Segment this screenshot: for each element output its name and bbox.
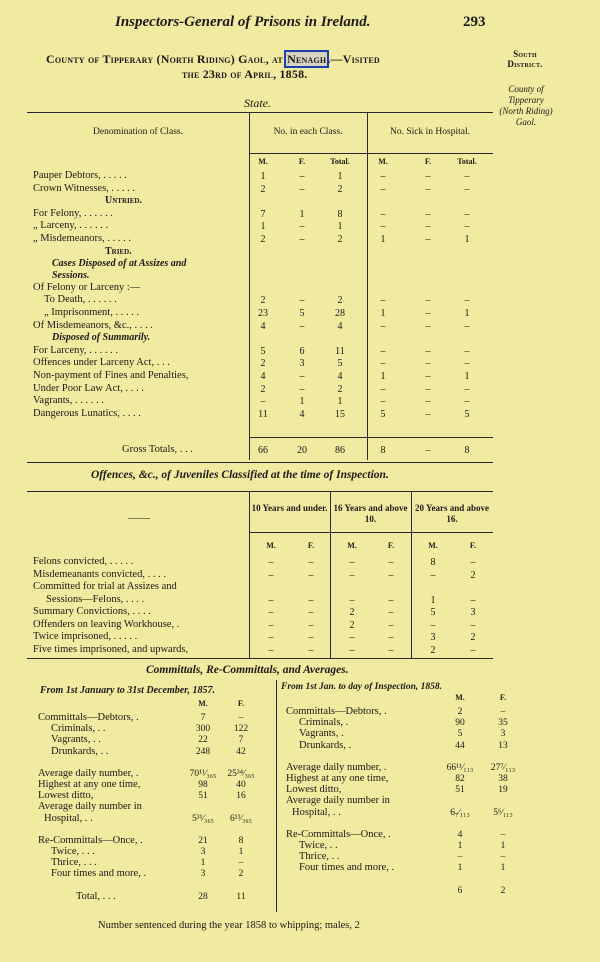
state-subheader: Total. — [330, 157, 350, 166]
committals-cell: 21 — [198, 835, 208, 846]
committals-cell: 1 — [500, 841, 506, 851]
juveniles-cell: – — [268, 632, 274, 643]
state-cell: 4 — [260, 371, 266, 382]
state-cell: – — [299, 171, 305, 182]
state-subheader: Total. — [457, 157, 477, 166]
highlighted-place: Nenagh — [287, 52, 327, 66]
state-cell: – — [464, 208, 470, 220]
committals-cell: 5 — [457, 729, 463, 740]
state-cell: – — [425, 295, 431, 307]
juveniles-row-label: Offenders on leaving Workhouse, . — [33, 618, 180, 630]
juveniles-cell: – — [388, 569, 394, 581]
committals-cell: 7 — [238, 735, 244, 746]
state-cell: – — [299, 320, 305, 332]
committals-cell: 38 — [498, 774, 508, 784]
committals-subheader: M. — [455, 693, 465, 702]
juveniles-cell: – — [268, 557, 274, 568]
juveniles-cell: – — [349, 594, 355, 606]
juveniles-cell: 2 — [349, 607, 355, 618]
state-cell: 23 — [258, 308, 268, 319]
committals-cell: 6₇⁄₁₁₃ — [450, 807, 470, 818]
committals-cell: 2 — [457, 707, 463, 717]
committals-cell: – — [500, 707, 506, 717]
committals-row-label: Thrice, . . — [299, 851, 340, 863]
committals-cell: 2 — [238, 869, 244, 880]
juveniles-cell: 1 — [430, 594, 436, 606]
state-total-cell: 8 — [464, 445, 470, 456]
state-cell: – — [425, 408, 431, 420]
state-cell: 2 — [260, 183, 266, 195]
committals-row-label: Highest at any one time, — [286, 773, 389, 784]
committals-cell: 90 — [455, 718, 465, 729]
state-col-class: Denomination of Class. — [93, 127, 183, 137]
state-col-sick: No. Sick in Hospital. — [390, 127, 470, 137]
juveniles-cell: – — [470, 557, 476, 568]
state-subheader: F. — [424, 157, 432, 166]
committals-cell: 300 — [195, 724, 211, 735]
juveniles-cell: – — [308, 607, 314, 618]
committals-cell: 1 — [200, 858, 206, 869]
juveniles-cell: – — [308, 632, 314, 643]
state-cell: 1 — [380, 371, 386, 382]
state-cell: – — [425, 345, 431, 357]
committals-row-label: Hospital, . . — [292, 806, 341, 818]
state-cell: – — [380, 396, 386, 408]
juveniles-row-label: Sessions—Felons, . . . . — [46, 593, 145, 605]
running-title: Inspectors-General of Prisons in Ireland. — [115, 14, 371, 30]
state-cell: – — [464, 383, 470, 395]
committals-cell: 25³⁴⁄₃₆₅ — [227, 768, 255, 779]
juveniles-cell: – — [349, 632, 355, 643]
juveniles-cell: – — [268, 644, 274, 656]
committals-cell: 6 — [457, 885, 463, 896]
state-cell: 7 — [260, 208, 266, 220]
committals-row-label: Vagrants, . . — [51, 734, 101, 746]
state-cell: – — [464, 345, 470, 357]
juveniles-cell: – — [470, 594, 476, 606]
juveniles-cell: – — [308, 594, 314, 606]
committals-row-label: Thrice, . . . — [51, 857, 97, 869]
state-cell: – — [425, 171, 431, 182]
state-row-label: „ Imprisonment, . . . . . — [44, 307, 140, 318]
state-cell: 5 — [260, 345, 266, 357]
state-row-label: For Felony, . . . . . . — [33, 207, 113, 219]
state-cell: 5 — [380, 408, 386, 420]
committals-cell: 40 — [236, 780, 246, 790]
committals-row-label: Committals—Debtors, . — [38, 712, 139, 723]
state-cell: 6 — [299, 345, 305, 357]
committals-row-label: Criminals, . — [299, 717, 349, 729]
state-cell: – — [299, 183, 305, 195]
margin-district: South District. — [507, 49, 543, 69]
committals-cell: 22 — [198, 735, 208, 746]
state-cell: – — [464, 221, 470, 233]
state-totals-label: Gross Totals, . . . — [122, 444, 193, 455]
juveniles-cell: – — [268, 607, 274, 618]
state-cell: – — [425, 320, 431, 332]
state-row-label: Untried. — [105, 195, 142, 207]
committals-cell: 27⁷⁄₁₁₃ — [490, 762, 516, 773]
juveniles-cell: – — [268, 594, 274, 606]
juveniles-cell: 2 — [470, 569, 476, 581]
juveniles-cell: – — [268, 569, 274, 581]
state-cell: – — [380, 208, 386, 220]
state-total-cell: 8 — [380, 445, 386, 456]
juveniles-cell: 8 — [430, 557, 436, 568]
juveniles-cell: – — [388, 607, 394, 618]
committals-cell: 1 — [238, 847, 244, 857]
state-title: State. — [244, 96, 271, 110]
juveniles-cell: – — [349, 569, 355, 581]
state-cell: 2 — [260, 234, 266, 245]
state-cell: 1 — [380, 234, 386, 245]
state-cell: – — [380, 295, 386, 307]
state-row-label: „ Misdemeanors, . . . . . — [33, 233, 131, 244]
committals-row-label: Re-Committals—Once, . — [38, 834, 143, 846]
committals-cell: 66¹¹⁄₁₁₃ — [446, 762, 474, 773]
committals-cell: 1 — [457, 863, 463, 874]
committals-row-label: Vagrants, . — [299, 728, 344, 740]
state-cell: 2 — [337, 383, 343, 395]
committals-subheader: M. — [198, 699, 208, 708]
committals-left-title: From 1st January to 31st December, 1857. — [40, 685, 216, 696]
committals-row-label: Re-Committals—Once, . — [286, 828, 391, 840]
state-cell: 2 — [260, 295, 266, 307]
juveniles-subheader: M. — [347, 541, 357, 550]
juveniles-subheader: F. — [469, 541, 477, 550]
state-cell: 4 — [337, 371, 343, 382]
state-cell: – — [380, 221, 386, 233]
page-number: 293 — [463, 14, 486, 30]
juveniles-row-label: Summary Convictions, . . . . — [33, 606, 151, 617]
state-col-number: No. in each Class. — [273, 127, 343, 137]
visit-date: the 23rd of April, 1858. — [182, 67, 308, 81]
state-row-label: Dangerous Lunatics, . . . . — [33, 407, 141, 419]
state-row-label: Disposed of Summarily. — [52, 332, 151, 344]
juveniles-subheader: M. — [266, 541, 276, 550]
state-cell: 28 — [335, 308, 345, 319]
state-subheader: M. — [258, 157, 268, 166]
committals-cell: 35 — [498, 718, 508, 729]
state-cell: 1 — [464, 308, 470, 319]
committals-cell: 5⁶⁄₁₁₃ — [493, 807, 513, 818]
juveniles-cell: – — [470, 644, 476, 656]
state-cell: – — [380, 320, 386, 332]
committals-cell: 122 — [233, 724, 249, 735]
state-cell: 2 — [337, 234, 343, 245]
committals-row-label: Hospital, . . — [44, 812, 93, 824]
state-cell: – — [299, 383, 305, 395]
committals-cell: 5³¹⁄₃₆₅ — [192, 813, 214, 824]
juveniles-cell: – — [388, 594, 394, 606]
state-row-label: Crown Witnesses, . . . . . — [33, 182, 136, 194]
state-cell: 1 — [260, 221, 266, 233]
committals-row-label: Drunkards, . . — [51, 745, 109, 757]
committals-row-label: Average daily number, . — [286, 761, 387, 773]
state-cell: – — [464, 183, 470, 195]
committals-row-label: Twice, . . — [299, 840, 338, 851]
state-cell: 2 — [337, 183, 343, 195]
committals-cell: 2 — [500, 885, 506, 896]
juveniles-row-label: Five times imprisoned, and upwards, — [33, 643, 189, 655]
juveniles-cell: – — [308, 569, 314, 581]
state-cell: 1 — [299, 208, 305, 220]
juveniles-cell: 5 — [430, 607, 436, 618]
committals-cell: 3 — [200, 847, 206, 857]
committals-subheader: F. — [499, 693, 507, 702]
committals-cell: – — [500, 852, 506, 863]
state-cell: – — [425, 221, 431, 233]
state-cell: 1 — [260, 171, 266, 182]
state-cell: – — [380, 358, 386, 370]
state-row-label: „ Larceny, . . . . . . — [33, 220, 109, 232]
juveniles-cell: 3 — [470, 607, 476, 618]
committals-cell: – — [238, 858, 244, 869]
juveniles-cell: – — [470, 619, 476, 631]
juveniles-cell: – — [388, 644, 394, 656]
juveniles-cell: – — [388, 557, 394, 568]
juveniles-cell: 2 — [349, 619, 355, 631]
committals-cell: 51 — [198, 791, 208, 802]
committals-cell: 13 — [498, 740, 508, 751]
juveniles-cell: – — [388, 619, 394, 631]
committals-title: Committals, Re-Committals, and Averages. — [146, 664, 349, 676]
state-total-cell: 66 — [258, 445, 268, 456]
committals-cell: 3 — [500, 729, 506, 740]
committals-cell: 44 — [455, 740, 465, 751]
juveniles-cell: – — [308, 644, 314, 656]
committals-cell: 28 — [198, 891, 208, 902]
state-cell: – — [425, 183, 431, 195]
margin-note: County of Tipperary (North Riding) Gaol. — [499, 84, 553, 127]
state-cell: – — [464, 396, 470, 408]
committals-cell: – — [500, 829, 506, 840]
committals-cell: 1 — [457, 841, 463, 851]
committals-cell: 8 — [238, 835, 244, 846]
state-row-label: Pauper Debtors, . . . . . — [33, 170, 127, 181]
committals-cell: 1 — [500, 863, 506, 874]
juveniles-subheader: F. — [307, 541, 315, 550]
juveniles-cell: 2 — [470, 632, 476, 643]
committals-row-label: Lowest ditto, — [38, 790, 94, 802]
committals-cell: 16 — [236, 791, 246, 802]
state-row-label: Offences under Larceny Act, . . . — [33, 357, 170, 369]
juveniles-subheader: M. — [428, 541, 438, 550]
state-subheader: M. — [378, 157, 388, 166]
committals-cell: 11 — [236, 891, 246, 902]
state-cell: – — [380, 345, 386, 357]
committals-cell: 6¹³⁄₃₆₅ — [230, 813, 252, 824]
state-row-label: Cases Disposed of at Assizes and Sessions. — [52, 258, 187, 282]
state-row-label: Tried. — [105, 245, 132, 257]
committals-row-label: Four times and more, . — [51, 868, 147, 880]
committals-row-label: Average daily number in — [38, 801, 142, 813]
state-cell: 4 — [260, 320, 266, 332]
state-total-cell: – — [425, 445, 431, 456]
committals-cell: 51 — [455, 785, 465, 796]
juveniles-cell: – — [268, 619, 274, 631]
state-cell: – — [464, 358, 470, 370]
state-cell: 2 — [337, 295, 343, 307]
state-cell: – — [425, 308, 431, 319]
state-cell: 2 — [260, 358, 266, 370]
juveniles-cell: – — [388, 632, 394, 643]
state-row-label: To Death, . . . . . . — [44, 294, 117, 306]
juveniles-subheader: F. — [387, 541, 395, 550]
state-cell: 11 — [258, 408, 268, 420]
committals-cell: 3 — [200, 869, 206, 880]
juveniles-title: Offences, &c., of Juveniles Classified at the time of Inspection. — [91, 469, 389, 481]
juveniles-cell: 3 — [430, 632, 436, 643]
state-cell: – — [380, 183, 386, 195]
committals-cell: 248 — [195, 746, 211, 757]
state-cell: – — [260, 396, 266, 408]
state-cell: – — [464, 295, 470, 307]
committals-cell: 19 — [498, 785, 508, 796]
state-cell: – — [425, 371, 431, 382]
committals-row-label: Average daily number, . — [38, 767, 139, 779]
committals-row-label: Highest at any one time, — [38, 779, 141, 790]
state-cell: 2 — [260, 383, 266, 395]
committals-cell: 7 — [200, 713, 206, 723]
state-cell: – — [425, 396, 431, 408]
committals-row-label: Twice, . . . — [51, 846, 95, 857]
juveniles-cell: – — [308, 619, 314, 631]
committals-cell: 4 — [457, 829, 463, 840]
committals-subheader: F. — [237, 699, 245, 708]
state-cell: 5 — [464, 408, 470, 420]
state-cell: 15 — [335, 408, 345, 420]
state-cell: 3 — [299, 358, 305, 370]
state-cell: – — [464, 171, 470, 182]
state-cell: – — [425, 234, 431, 245]
state-row-label: Vagrants, . . . . . . — [33, 395, 104, 407]
state-cell: – — [299, 371, 305, 382]
state-cell: – — [425, 358, 431, 370]
juveniles-group: 20 Years and above 16. — [415, 503, 489, 524]
juveniles-cell: – — [349, 644, 355, 656]
committals-cell: 70¹¹⁄₃₆₅ — [189, 768, 217, 779]
committals-row-label: Total, . . . — [76, 890, 116, 902]
committals-row-label: Criminals, . . — [51, 723, 106, 735]
state-cell: – — [380, 383, 386, 395]
juveniles-group: 10 Years and under. — [251, 503, 328, 513]
juveniles-cell: – — [308, 557, 314, 568]
committals-row-label: Average daily number in — [286, 795, 390, 807]
committals-row-label: Lowest ditto, — [286, 784, 342, 796]
state-cell: – — [425, 383, 431, 395]
state-row-label: Of Felony or Larceny :— — [33, 281, 141, 293]
state-cell: – — [425, 208, 431, 220]
committals-cell: 82 — [455, 774, 465, 784]
state-cell: 5 — [337, 358, 343, 370]
state-cell: 4 — [337, 320, 343, 332]
committals-cell: – — [457, 852, 463, 863]
juveniles-row-label: Felons convicted, . . . . . — [33, 556, 134, 567]
state-row-label: For Larceny, . . . . . . — [33, 344, 119, 356]
committals-right-title: From 1st Jan. to day of Inspection, 1858. — [281, 682, 442, 692]
state-row-label: Under Poor Law Act, . . . . — [33, 382, 144, 394]
state-cell: 1 — [464, 234, 470, 245]
state-cell: 8 — [337, 208, 343, 220]
state-cell: 11 — [335, 345, 345, 357]
juveniles-cell: – — [430, 569, 436, 581]
state-cell: – — [299, 221, 305, 233]
state-cell: 1 — [337, 221, 343, 233]
committals-row-label: Four times and more, . — [299, 862, 395, 874]
state-cell: – — [380, 171, 386, 182]
committals-cell: – — [238, 713, 244, 723]
state-cell: – — [299, 295, 305, 307]
juveniles-group: 16 Years and above 10. — [333, 503, 408, 524]
juveniles-row-label: Twice imprisoned, . . . . . — [33, 631, 138, 642]
state-cell: 1 — [464, 371, 470, 382]
state-cell: – — [299, 234, 305, 245]
committals-row-label: Drunkards, . — [299, 739, 352, 751]
juveniles-dash: —— — [128, 512, 150, 524]
state-cell: 5 — [299, 308, 305, 319]
committals-cell: 42 — [236, 746, 246, 757]
state-row-label: Non-payment of Fines and Penalties, — [33, 370, 189, 381]
state-cell: 1 — [337, 171, 343, 182]
committals-cell: 98 — [198, 780, 208, 790]
state-cell: 4 — [299, 408, 305, 420]
whipping-footer: Number sentenced during the year 1858 to whipping; males, 2 — [98, 920, 360, 931]
juveniles-cell: – — [349, 557, 355, 568]
state-total-cell: 20 — [297, 445, 307, 456]
state-subheader: F. — [298, 157, 306, 166]
juveniles-cell: – — [430, 619, 436, 631]
state-cell: 1 — [337, 396, 343, 408]
juveniles-row-label: Committed for trial at Assizes and — [33, 581, 177, 592]
state-cell: – — [464, 320, 470, 332]
state-row-label: Of Misdemeanors, &c., . . . . — [33, 319, 153, 331]
state-cell: 1 — [380, 308, 386, 319]
juveniles-row-label: Misdemeanants convicted, . . . . — [33, 568, 166, 580]
gaol-heading: County of Tipperary (North Riding) Gaol, at Nenagh.—Visited — [46, 52, 380, 66]
state-total-cell: 86 — [335, 445, 345, 456]
state-cell: 1 — [299, 396, 305, 408]
committals-row-label: Committals—Debtors, . — [286, 706, 387, 717]
juveniles-cell: 2 — [430, 644, 436, 656]
